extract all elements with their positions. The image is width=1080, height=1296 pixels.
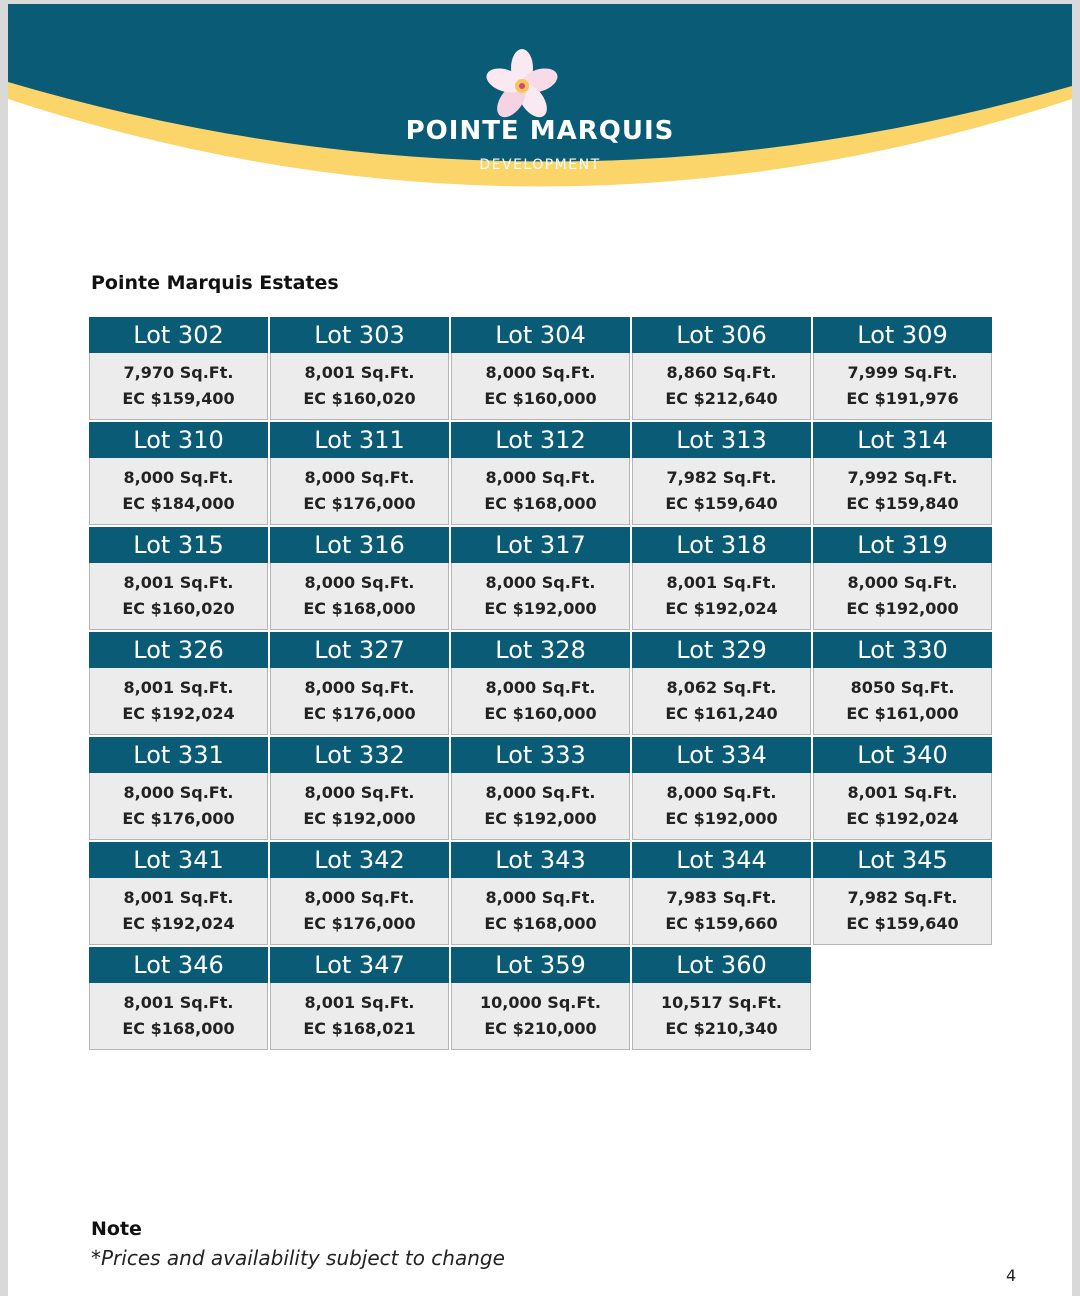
lot-details bbox=[632, 458, 811, 525]
lot-size: 8,000 Sq.Ft. bbox=[666, 783, 777, 802]
lot-price: EC $159,640 bbox=[665, 494, 778, 513]
lot-number: Lot 360 bbox=[632, 947, 811, 983]
lot-size: 8,000 Sq.Ft. bbox=[304, 678, 415, 697]
lot-price: EC $184,000 bbox=[122, 494, 235, 513]
lot-card bbox=[813, 422, 992, 525]
lot-size: 8,000 Sq.Ft. bbox=[485, 468, 596, 487]
lot-price: EC $192,024 bbox=[122, 914, 235, 933]
lot-number: Lot 333 bbox=[451, 737, 630, 773]
lot-card bbox=[632, 632, 811, 735]
lot-details bbox=[632, 983, 811, 1050]
lot-details bbox=[632, 878, 811, 945]
lot-price: EC $159,640 bbox=[846, 914, 959, 933]
lot-size: 8,000 Sq.Ft. bbox=[123, 468, 234, 487]
lot-size: 8,001 Sq.Ft. bbox=[123, 993, 234, 1012]
lot-card bbox=[632, 842, 811, 945]
lot-card bbox=[632, 527, 811, 630]
lot-number: Lot 328 bbox=[451, 632, 630, 668]
lot-size: 8,001 Sq.Ft. bbox=[666, 573, 777, 592]
lot-price: EC $168,000 bbox=[122, 1019, 235, 1038]
lot-size: 8,000 Sq.Ft. bbox=[485, 888, 596, 907]
lot-details bbox=[632, 353, 811, 420]
lot-price: EC $168,000 bbox=[303, 599, 416, 618]
lot-size: 7,992 Sq.Ft. bbox=[847, 468, 958, 487]
lot-number: Lot 341 bbox=[89, 842, 268, 878]
lot-number: Lot 311 bbox=[270, 422, 449, 458]
lot-row bbox=[89, 317, 992, 420]
lot-card bbox=[89, 317, 268, 420]
lot-card bbox=[451, 947, 630, 1050]
lot-price: EC $168,000 bbox=[484, 494, 597, 513]
lot-card bbox=[270, 317, 449, 420]
lot-number: Lot 340 bbox=[813, 737, 992, 773]
lot-details bbox=[270, 878, 449, 945]
lot-number: Lot 319 bbox=[813, 527, 992, 563]
lot-details bbox=[451, 668, 630, 735]
lot-card bbox=[270, 527, 449, 630]
lot-card bbox=[813, 842, 992, 945]
lot-details bbox=[632, 773, 811, 840]
lot-price: EC $192,000 bbox=[665, 809, 778, 828]
lot-price: EC $192,000 bbox=[303, 809, 416, 828]
lot-price: EC $210,340 bbox=[665, 1019, 778, 1038]
lot-table bbox=[89, 317, 992, 1052]
lot-number: Lot 303 bbox=[270, 317, 449, 353]
lot-size: 8,000 Sq.Ft. bbox=[485, 678, 596, 697]
lot-price: EC $161,000 bbox=[846, 704, 959, 723]
lot-number: Lot 344 bbox=[632, 842, 811, 878]
lot-details bbox=[813, 353, 992, 420]
lot-card bbox=[89, 947, 268, 1050]
lot-number: Lot 302 bbox=[89, 317, 268, 353]
lot-details bbox=[813, 773, 992, 840]
lot-number: Lot 345 bbox=[813, 842, 992, 878]
lot-size: 7,982 Sq.Ft. bbox=[666, 468, 777, 487]
lot-size: 8,000 Sq.Ft. bbox=[304, 888, 415, 907]
lot-size: 8,000 Sq.Ft. bbox=[485, 573, 596, 592]
lot-details bbox=[89, 668, 268, 735]
lot-price: EC $176,000 bbox=[303, 494, 416, 513]
lot-details bbox=[451, 458, 630, 525]
lot-number: Lot 327 bbox=[270, 632, 449, 668]
lot-details bbox=[813, 878, 992, 945]
lot-number: Lot 316 bbox=[270, 527, 449, 563]
lot-details bbox=[89, 983, 268, 1050]
lot-details bbox=[270, 668, 449, 735]
lot-size: 7,999 Sq.Ft. bbox=[847, 363, 958, 382]
lot-number: Lot 326 bbox=[89, 632, 268, 668]
lot-price: EC $160,020 bbox=[303, 389, 416, 408]
lot-card bbox=[632, 737, 811, 840]
lot-card bbox=[451, 632, 630, 735]
lot-price: EC $191,976 bbox=[846, 389, 959, 408]
lot-row bbox=[89, 422, 992, 525]
lot-card bbox=[89, 632, 268, 735]
lot-row bbox=[89, 527, 992, 630]
lot-number: Lot 313 bbox=[632, 422, 811, 458]
lot-details bbox=[270, 983, 449, 1050]
lot-price: EC $192,000 bbox=[484, 599, 597, 618]
lot-price: EC $212,640 bbox=[665, 389, 778, 408]
lot-price: EC $192,024 bbox=[846, 809, 959, 828]
lot-price: EC $159,400 bbox=[122, 389, 235, 408]
page-number: 4 bbox=[1006, 1266, 1017, 1285]
lot-size: 10,517 Sq.Ft. bbox=[660, 993, 783, 1012]
lot-number: Lot 330 bbox=[813, 632, 992, 668]
lot-card bbox=[89, 842, 268, 945]
note-text: *Prices and availability subject to change bbox=[91, 1246, 505, 1270]
brand-title: POINTE MARQUIS bbox=[405, 116, 675, 146]
lot-number: Lot 314 bbox=[813, 422, 992, 458]
lot-card bbox=[451, 422, 630, 525]
lot-size: 8,000 Sq.Ft. bbox=[485, 783, 596, 802]
lot-size: 8,001 Sq.Ft. bbox=[123, 573, 234, 592]
lot-card bbox=[270, 842, 449, 945]
lot-price: EC $176,000 bbox=[303, 914, 416, 933]
lot-size: 8,001 Sq.Ft. bbox=[123, 888, 234, 907]
lot-size: 10,000 Sq.Ft. bbox=[479, 993, 602, 1012]
section-title: Pointe Marquis Estates bbox=[91, 272, 339, 294]
lot-size: 8,000 Sq.Ft. bbox=[123, 783, 234, 802]
lot-number: Lot 346 bbox=[89, 947, 268, 983]
lot-size: 7,983 Sq.Ft. bbox=[666, 888, 777, 907]
lot-details bbox=[89, 458, 268, 525]
lot-details bbox=[451, 878, 630, 945]
lot-card bbox=[451, 317, 630, 420]
lot-price: EC $168,021 bbox=[303, 1019, 416, 1038]
lot-number: Lot 359 bbox=[451, 947, 630, 983]
lot-card bbox=[632, 947, 811, 1050]
lot-number: Lot 318 bbox=[632, 527, 811, 563]
lot-details bbox=[813, 563, 992, 630]
lot-size: 7,970 Sq.Ft. bbox=[123, 363, 234, 382]
lot-details bbox=[89, 773, 268, 840]
lot-details bbox=[270, 353, 449, 420]
lot-size: 8,001 Sq.Ft. bbox=[304, 363, 415, 382]
lot-card bbox=[270, 737, 449, 840]
lot-price: EC $159,840 bbox=[846, 494, 959, 513]
lot-details bbox=[89, 563, 268, 630]
lot-price: EC $160,020 bbox=[122, 599, 235, 618]
lot-card bbox=[270, 422, 449, 525]
lot-price: EC $192,000 bbox=[484, 809, 597, 828]
lot-details bbox=[89, 878, 268, 945]
lot-details bbox=[632, 563, 811, 630]
lot-number: Lot 310 bbox=[89, 422, 268, 458]
lot-number: Lot 332 bbox=[270, 737, 449, 773]
lot-price: EC $176,000 bbox=[122, 809, 235, 828]
lot-details bbox=[632, 668, 811, 735]
lot-card bbox=[89, 527, 268, 630]
lot-row bbox=[89, 842, 992, 945]
lot-size: 8,860 Sq.Ft. bbox=[666, 363, 777, 382]
lot-details bbox=[451, 563, 630, 630]
lot-number: Lot 343 bbox=[451, 842, 630, 878]
lot-price: EC $192,024 bbox=[122, 704, 235, 723]
lot-number: Lot 306 bbox=[632, 317, 811, 353]
lot-price: EC $160,000 bbox=[484, 704, 597, 723]
lot-size: 8,000 Sq.Ft. bbox=[304, 468, 415, 487]
lot-price: EC $176,000 bbox=[303, 704, 416, 723]
lot-number: Lot 347 bbox=[270, 947, 449, 983]
lot-size: 8050 Sq.Ft. bbox=[850, 678, 955, 697]
lot-number: Lot 309 bbox=[813, 317, 992, 353]
lot-row bbox=[89, 947, 992, 1050]
lot-card bbox=[813, 632, 992, 735]
lot-price: EC $168,000 bbox=[484, 914, 597, 933]
lot-price: EC $192,024 bbox=[665, 599, 778, 618]
lot-size: 8,000 Sq.Ft. bbox=[847, 573, 958, 592]
lot-card bbox=[270, 947, 449, 1050]
lot-price: EC $192,000 bbox=[846, 599, 959, 618]
note-title: Note bbox=[91, 1218, 142, 1240]
document-page bbox=[8, 4, 1072, 1296]
lot-price: EC $161,240 bbox=[665, 704, 778, 723]
lot-card bbox=[813, 737, 992, 840]
lot-number: Lot 329 bbox=[632, 632, 811, 668]
lot-card bbox=[632, 422, 811, 525]
lot-size: 8,001 Sq.Ft. bbox=[847, 783, 958, 802]
lot-number: Lot 315 bbox=[89, 527, 268, 563]
lot-price: EC $159,660 bbox=[665, 914, 778, 933]
lot-card bbox=[270, 632, 449, 735]
lot-card bbox=[451, 842, 630, 945]
lot-size: 8,000 Sq.Ft. bbox=[485, 363, 596, 382]
lot-number: Lot 312 bbox=[451, 422, 630, 458]
lot-card bbox=[632, 317, 811, 420]
lot-number: Lot 304 bbox=[451, 317, 630, 353]
lot-card bbox=[89, 422, 268, 525]
lot-card bbox=[451, 737, 630, 840]
lot-details bbox=[89, 353, 268, 420]
lot-size: 8,001 Sq.Ft. bbox=[304, 993, 415, 1012]
lot-details bbox=[270, 458, 449, 525]
lot-row bbox=[89, 737, 992, 840]
brand-subtitle: DEVELOPMENT bbox=[479, 157, 601, 173]
lot-details bbox=[451, 983, 630, 1050]
lot-size: 8,000 Sq.Ft. bbox=[304, 783, 415, 802]
lot-row bbox=[89, 632, 992, 735]
lot-card bbox=[89, 737, 268, 840]
lot-price: EC $160,000 bbox=[484, 389, 597, 408]
lot-size: 8,001 Sq.Ft. bbox=[123, 678, 234, 697]
lot-number: Lot 334 bbox=[632, 737, 811, 773]
lot-size: 7,982 Sq.Ft. bbox=[847, 888, 958, 907]
lot-details bbox=[813, 458, 992, 525]
lot-number: Lot 331 bbox=[89, 737, 268, 773]
lot-card bbox=[813, 317, 992, 420]
plumeria-flower-icon bbox=[482, 46, 562, 126]
lot-details bbox=[451, 773, 630, 840]
lot-details bbox=[451, 353, 630, 420]
lot-size: 8,062 Sq.Ft. bbox=[666, 678, 777, 697]
lot-details bbox=[270, 563, 449, 630]
lot-card bbox=[451, 527, 630, 630]
lot-card bbox=[813, 527, 992, 630]
lot-details bbox=[270, 773, 449, 840]
lot-price: EC $210,000 bbox=[484, 1019, 597, 1038]
lot-number: Lot 342 bbox=[270, 842, 449, 878]
lot-size: 8,000 Sq.Ft. bbox=[304, 573, 415, 592]
lot-details bbox=[813, 668, 992, 735]
lot-number: Lot 317 bbox=[451, 527, 630, 563]
